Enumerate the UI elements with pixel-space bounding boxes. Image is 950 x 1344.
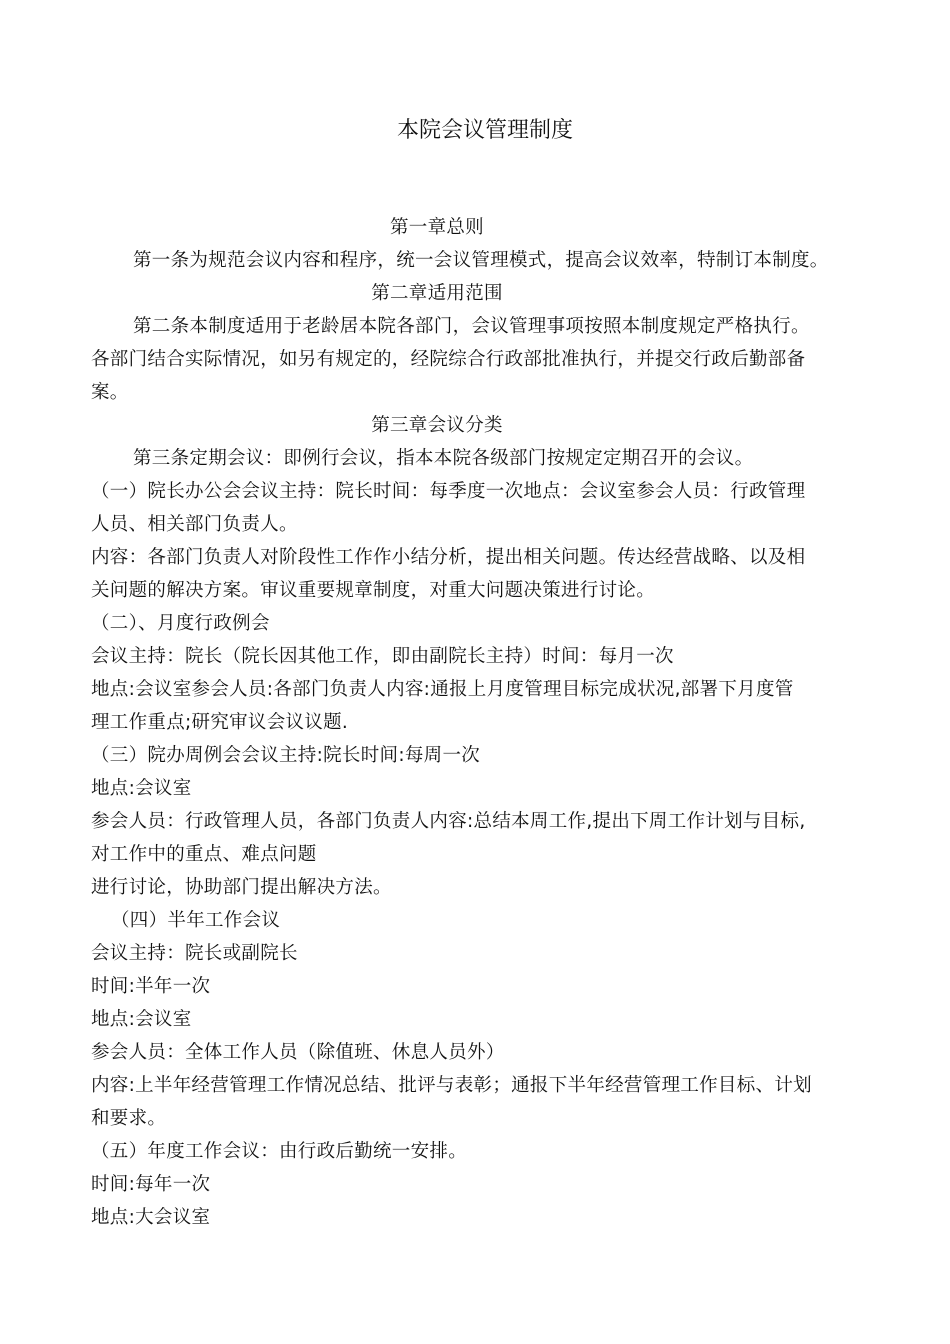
section-2-heading: （二）、月度行政例会 xyxy=(91,613,270,634)
article-2-line-1: 第二条本制度适用于老龄居本院各部门，会议管理事项按照本制度规定严格执行。 xyxy=(133,316,810,337)
section-3-participants-line-2: 对工作中的重点、难点问题 xyxy=(91,844,317,865)
section-5-heading: （五）年度工作会议：由行政后勤统一安排。 xyxy=(91,1141,468,1162)
chapter-1-heading: 第一章总则 xyxy=(389,217,484,238)
section-4-host: 会议主持：院长或副院长 xyxy=(91,943,298,964)
section-2-host: 会议主持：院长（院长因其他工作，即由副院长主持）时间：每月一次 xyxy=(91,646,674,667)
section-3-heading: （三）院办周例会会议主持:院长时间:每周一次 xyxy=(91,745,481,766)
section-1-line-1: （一）院长办公会会议主持：院长时间：每季度一次地点：会议室参会人员：行政管理 xyxy=(91,481,806,502)
section-4-content-line-1: 内容:上半年经营管理工作情况总结、批评与表彰；通报下半年经营管理工作目标、计划 xyxy=(91,1075,812,1096)
section-4-location: 地点:会议室 xyxy=(91,1009,192,1030)
chapter-2-heading: 第二章适用范围 xyxy=(371,283,503,304)
section-1-content-line-1: 内容：各部门负责人对阶段性工作作小结分析，提出相关问题。传达经营战略、以及相 xyxy=(91,547,806,568)
article-2-line-3: 案。 xyxy=(91,382,129,403)
section-4-time: 时间:半年一次 xyxy=(91,976,211,997)
section-3-location: 地点:会议室 xyxy=(91,778,192,799)
section-1-content-line-2: 关问题的解决方案。审议重要规章制度，对重大问题决策进行讨论。 xyxy=(91,580,656,601)
section-3-participants-line-3: 进行讨论，协助部门提出解决方法。 xyxy=(91,877,392,898)
section-1-line-2: 人员、相关部门负责人。 xyxy=(91,514,298,535)
section-5-location: 地点:大会议室 xyxy=(91,1207,211,1228)
section-2-details-line-2: 理工作重点;研究审议会议议题. xyxy=(91,712,349,733)
section-3-participants-line-1: 参会人员：行政管理人员，各部门负责人内容:总结本周工作,提出下周工作计划与目标, xyxy=(91,811,806,832)
section-4-participants: 参会人员：全体工作人员（除值班、休息人员外） xyxy=(91,1042,505,1063)
article-3: 第三条定期会议：即例行会议，指本本院各级部门按规定定期召开的会议。 xyxy=(133,448,754,469)
document-title: 本院会议管理制度 xyxy=(396,118,573,143)
chapter-3-heading: 第三章会议分类 xyxy=(371,415,503,436)
article-2-line-2: 各部门结合实际情况，如另有规定的，经院综合行政部批准执行，并提交行政后勤部备 xyxy=(91,349,806,370)
section-5-time: 时间:每年一次 xyxy=(91,1174,211,1195)
article-1: 第一条为规范会议内容和程序，统一会议管理模式，提高会议效率，特制订本制度。 xyxy=(133,250,829,271)
section-4-content-line-2: 和要求。 xyxy=(91,1108,167,1129)
section-2-details-line-1: 地点:会议室参会人员:各部门负责人内容:通报上月度管理目标完成状况,部署下月度管 xyxy=(91,679,794,700)
section-4-heading: （四）半年工作会议 xyxy=(111,910,281,931)
